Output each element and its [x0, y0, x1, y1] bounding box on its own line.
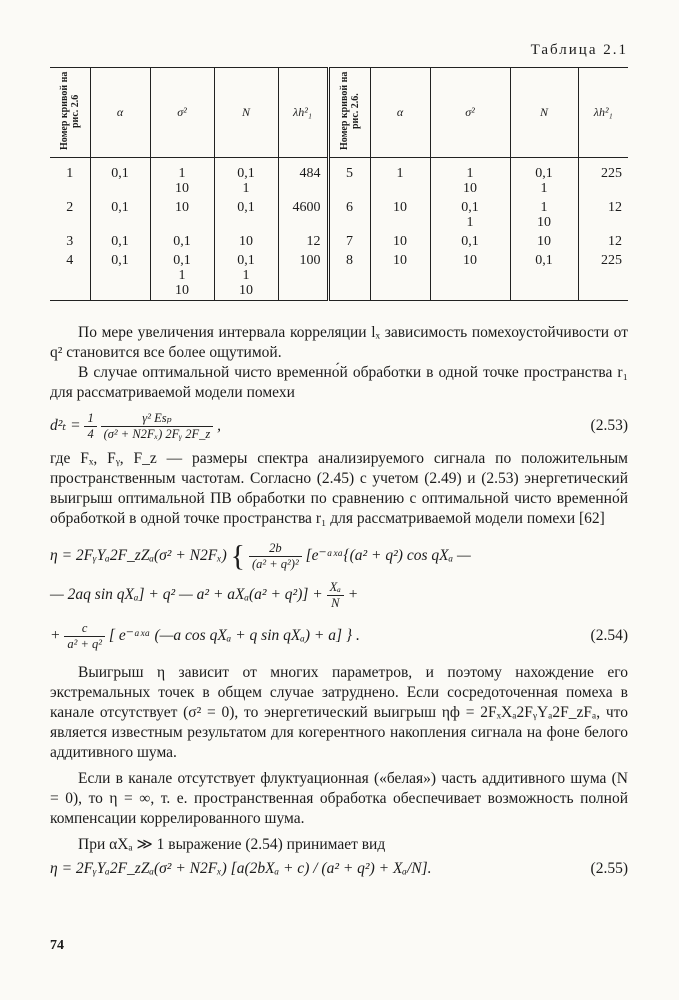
eq254-line2-a: — 2aq sin qXₐ] + q² — a² + aXₐ(a² + q²)] +: [50, 586, 327, 603]
eq254-line3-frac: $\frac{c}{\text{a² + q²}}$: [64, 621, 105, 652]
table-cell: 0,1: [90, 251, 150, 301]
header-sigma-2: σ²: [430, 68, 510, 158]
table-cell: 0,1: [90, 158, 150, 199]
table-row: [50, 251, 628, 301]
table-cell: 0,1 1: [510, 158, 578, 199]
equation-2-55: [50, 857, 628, 881]
eq254-line3-a: +: [50, 627, 65, 644]
table-cell: 0,1: [150, 232, 214, 251]
equation-2-54-line2: [50, 575, 628, 615]
header-alpha: α: [90, 68, 150, 158]
eq253-frac1: $\frac{1}{4}$: [84, 411, 96, 442]
table-cell: 0,1: [510, 251, 578, 301]
header-alpha-2: α: [370, 68, 430, 158]
table-cell: 0,1: [214, 198, 278, 232]
eq253-number: (2.53): [590, 417, 628, 434]
paragraph-correlation: По мере увеличения интервала корреляции lₓ зависимость помехоустойчивости от q² становится все более ощутимой.: [50, 324, 628, 361]
table-cell: 0,1 1: [430, 198, 510, 232]
header-curve-no-2: Номер кривой на рис. 2.6.: [328, 68, 370, 158]
eq255-number: (2.55): [590, 860, 628, 877]
table-cell: 4600: [278, 198, 328, 232]
header-curve-no: Номер кривой на рис. 2.6: [58, 71, 81, 151]
table-cell: 1: [66, 166, 74, 181]
equation-2-54-line3: [50, 615, 628, 657]
paragraph-gain: Выигрыш η зависит от многих параметров, и поэтому нахождение его экстремальных точек в общем случае затруднено. Если сосредоточенная помеха в канале отсутствует (σ² = 0), то энергетический выигрыш ηф = 2FₓXₐ2FᵧYₐ2F_zFₐ, что является известным результатом для когерентного накопления сигнала на фоне белого аддитивного шума.: [50, 664, 628, 761]
table-cell: 225: [578, 251, 628, 301]
paragraph-limit: При αXₐ ≫ 1 выражение (2.54) принимает вид: [78, 836, 386, 853]
paragraph-optimal-time: В случае оптимальной чисто временно́й обработки в одной точке пространства r₁ для рассматриваемой модели помехи: [50, 364, 628, 401]
header-N-2: N: [510, 68, 578, 158]
table-cell: 2: [66, 200, 74, 215]
eq254-number: (2.54): [590, 627, 628, 644]
table-row: [50, 198, 628, 232]
eq253-tail: ,: [217, 417, 222, 434]
eq254-line2-tail: +: [347, 586, 359, 603]
table-cell: 100: [278, 251, 328, 301]
table-cell: 12: [578, 232, 628, 251]
eq254-line1-frac: $\frac{2b}{\text{(a² + q²)²}}$: [249, 541, 302, 572]
paragraph-spectrum: где Fₓ, Fᵧ, F_z — размеры спектра анализируемого сигнала по положительным пространственным частотам. Согласно (2.45) с учетом (2.49) и (2.53) энергетический выигрыш оптимальной ПВ обработки по сравнению с оптимальной чисто временно́й обработкой в одной точке пространства r₁ для рассматриваемой модели помехи [62]: [50, 450, 628, 527]
table-cell: 12: [278, 232, 328, 251]
table-cell: 1 10: [150, 158, 214, 199]
table-cell: 5: [328, 158, 370, 199]
page-number: 74: [50, 938, 64, 953]
table-cell: 225: [578, 158, 628, 199]
equation-2-54-line1: η = 2FᵧYₐ2F_zZₐ(σ² + N2Fₓ) { $\frac{2b}{\text{(a² + q²)²}}$ [e⁻ᵃˣᵃ{(a² + q²) cos qXₐ —: [50, 539, 471, 573]
eq253-lhs: d²ₜ =: [50, 417, 85, 434]
data-table: [50, 67, 628, 301]
table-cell: 10: [150, 198, 214, 232]
table-caption: Таблица 2.1: [530, 42, 628, 58]
table-cell: 0,1: [90, 232, 150, 251]
equation-2-53: [50, 409, 628, 443]
header-N: N: [214, 68, 278, 158]
eq254-line3-tail: [ e⁻ᵃˣᵃ (—a cos qXₐ + q sin qXₐ) + a] } .: [108, 627, 360, 644]
table-row: [50, 158, 628, 199]
table-cell: 3: [66, 234, 74, 249]
table-cell: 1 10: [510, 198, 578, 232]
header-sigma: σ²: [150, 68, 214, 158]
table-cell: 10: [370, 198, 430, 232]
table-cell: 0,1: [430, 232, 510, 251]
table-cell: 7: [328, 232, 370, 251]
table-cell: 0,1: [90, 198, 150, 232]
table-cell: 10: [214, 232, 278, 251]
table-cell: 1: [370, 158, 430, 199]
table-cell: 0,1 1 10: [150, 251, 214, 301]
table-row: [50, 232, 628, 251]
table-cell: 0,1 1 10: [214, 251, 278, 301]
table-cell: 10: [510, 232, 578, 251]
table-cell: 0,1 1: [214, 158, 278, 199]
header-lambda-2: λh²₁: [578, 68, 628, 158]
table-cell: 8: [328, 251, 370, 301]
table-cell: 484: [278, 158, 328, 199]
table-cell: 10: [370, 251, 430, 301]
table-cell: 1 10: [430, 158, 510, 199]
table-cell: 10: [430, 251, 510, 301]
eq253-frac2: $\frac{\text{γ² Esₚ}}{\text{(σ² + N2Fₓ) 2Fᵧ 2F\_z}}$: [101, 411, 214, 442]
eq254-line2-frac: $\frac{\text{Xₐ}}{N}$: [327, 580, 344, 611]
page-body: [50, 42, 628, 881]
table-cell: 4: [66, 253, 74, 268]
eq255-body: η = 2FᵧYₐ2F_zZₐ(σ² + N2Fₓ) [a(2bXₐ + c) / (a² + q²) + Xₐ/N].: [50, 860, 432, 877]
eq254-line1-lhs: η = 2FᵧYₐ2F_zZₐ(σ² + N2Fₓ): [50, 547, 231, 564]
paragraph-white-noise: Если в канале отсутствует флуктуационная («белая») часть аддитивного шума (N = 0), то η = ∞, т. е. пространственная обработка обеспечивает возможность полной компенсации коррелированного шума.: [50, 770, 628, 827]
table-cell: 12: [578, 198, 628, 232]
table-cell: 10: [370, 232, 430, 251]
table-body: [50, 158, 628, 301]
header-lambda: λh²₁: [278, 68, 328, 158]
eq254-line1-tail: [e⁻ᵃˣᵃ{(a² + q²) cos qXₐ —: [305, 547, 471, 564]
table-header-row: [50, 68, 628, 158]
table-cell: 6: [328, 198, 370, 232]
